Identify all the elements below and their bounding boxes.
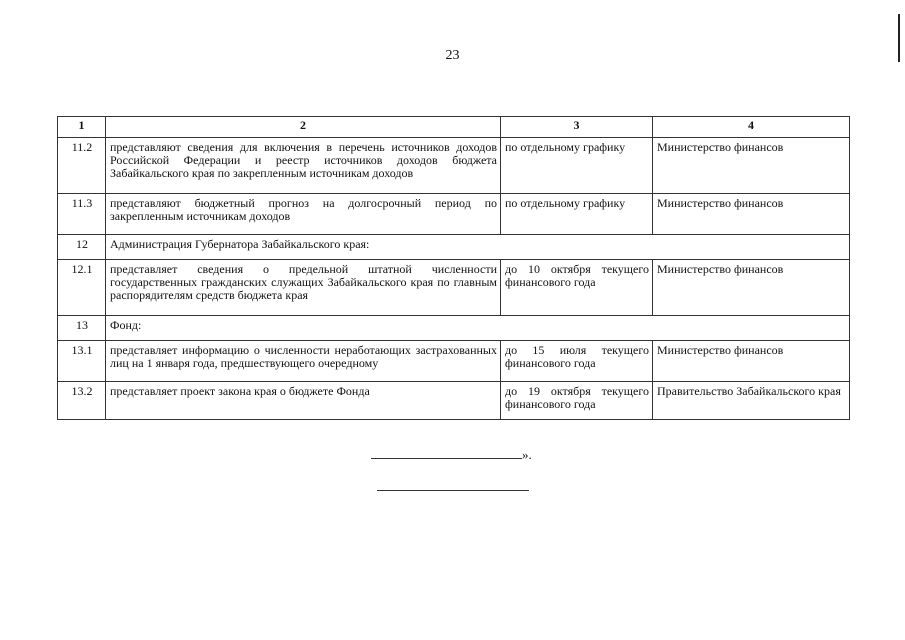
section-title: Администрация Губернатора Забайкальского края: xyxy=(106,235,850,260)
row-number: 11.3 xyxy=(58,194,106,235)
schedule-table xyxy=(57,116,850,420)
column-header-1: 1 xyxy=(58,117,106,138)
row-recipient: Министерство финансов xyxy=(653,194,850,235)
row-deadline: до 10 октября текущего финансового года xyxy=(501,260,653,316)
table-section-row xyxy=(58,316,850,341)
row-number: 13.1 xyxy=(58,341,106,382)
row-deadline: по отдельному графику xyxy=(501,194,653,235)
row-description: представляют сведения для включения в перечень источников доходов Российской Федерации и реестр источников доходов бюджета Забайкальского края по закрепленным источникам доходов xyxy=(106,138,501,194)
row-deadline: по отдельному графику xyxy=(501,138,653,194)
row-description: представляет сведения о предельной штатной численности государственных гражданских служащих Забайкальского края по главным распорядителям средств бюджета края xyxy=(106,260,501,316)
section-title: Фонд: xyxy=(106,316,850,341)
row-recipient: Министерство финансов xyxy=(653,341,850,382)
closing-line xyxy=(371,447,532,463)
end-rule xyxy=(377,490,529,491)
row-number: 13.2 xyxy=(58,382,106,420)
page-number: 23 xyxy=(445,48,460,63)
row-recipient: Министерство финансов xyxy=(653,138,850,194)
table-header-row xyxy=(58,117,850,138)
table-section-row xyxy=(58,235,850,260)
table-row xyxy=(58,341,850,382)
row-deadline: до 15 июля текущего финансового года xyxy=(501,341,653,382)
row-recipient: Министерство финансов xyxy=(653,260,850,316)
row-deadline: до 19 октября текущего финансового года xyxy=(501,382,653,420)
row-recipient: Правительство Забайкальского края xyxy=(653,382,850,420)
row-description: представляет проект закона края о бюджете Фонда xyxy=(106,382,501,420)
column-header-2: 2 xyxy=(106,117,501,138)
table-row xyxy=(58,260,850,316)
table-row xyxy=(58,382,850,420)
row-description: представляет информацию о численности неработающих застрахованных лиц на 1 января года, предшествующего очередному xyxy=(106,341,501,382)
row-number: 11.2 xyxy=(58,138,106,194)
row-number: 13 xyxy=(58,316,106,341)
row-number: 12 xyxy=(58,235,106,260)
closing-quote: ». xyxy=(522,447,532,462)
table-row xyxy=(58,138,850,194)
column-header-3: 3 xyxy=(501,117,653,138)
row-number: 12.1 xyxy=(58,260,106,316)
table-row xyxy=(58,194,850,235)
margin-rule xyxy=(898,14,900,62)
blank-line xyxy=(371,447,522,459)
row-description: представляют бюджетный прогноз на долгосрочный период по закрепленным источникам доходов xyxy=(106,194,501,235)
column-header-4: 4 xyxy=(653,117,850,138)
